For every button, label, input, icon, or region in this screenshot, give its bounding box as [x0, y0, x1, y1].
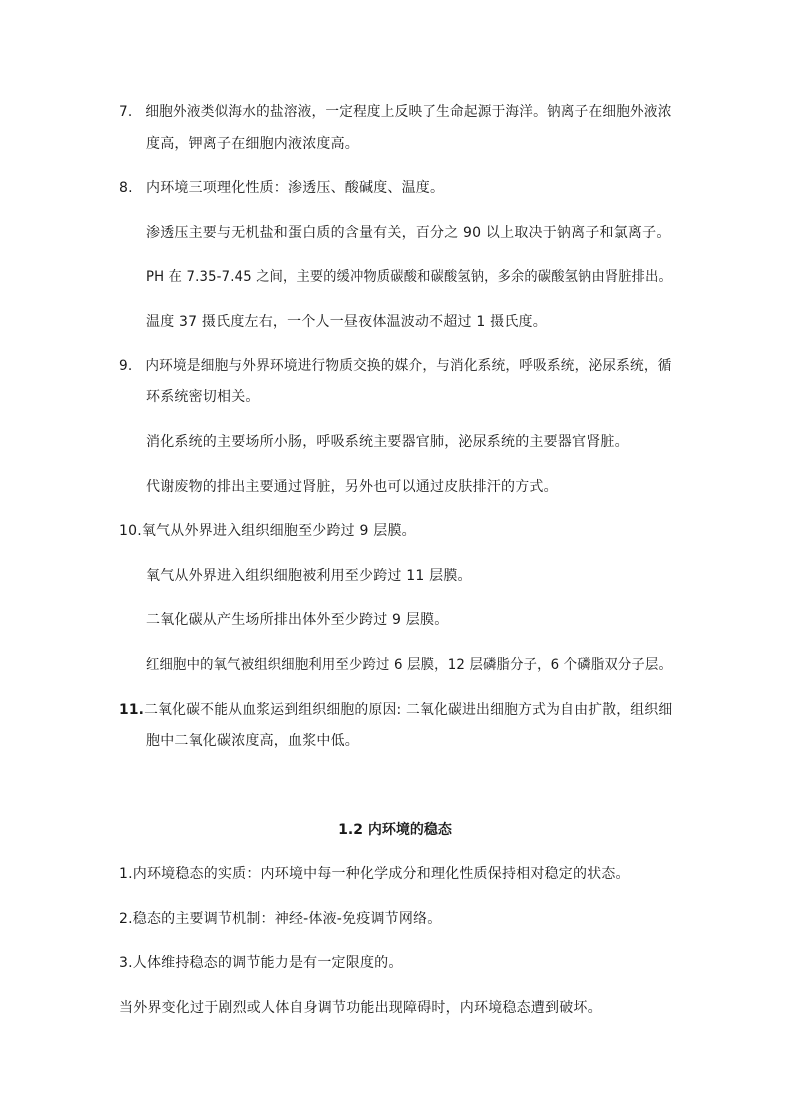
- item-9-line-2: 环系统密切相关。: [146, 389, 260, 405]
- item-8-sub-2: PH 在 7.35-7.45 之间，主要的缓冲物质碳酸和碳酸氢钠，多余的碳酸氢钠由肾脏排出。: [146, 269, 672, 285]
- item-10-sub-3: 红细胞中的氧气被组织细胞利用至少跨过 6 层膜，12 层磷脂分子，6 个磷脂双分子层。: [146, 657, 673, 673]
- item-11-text-1: 二氧化碳不能从血浆运到组织细胞的原因: 二氧化碳进出细胞方式为自由扩散，组织细: [144, 702, 673, 718]
- item-10-number: 10.: [119, 523, 142, 539]
- item-10-line-1: [119, 521, 416, 541]
- item-7-text-1: 细胞外液类似海水的盐溶液，一定程度上反映了生命起源于海洋。钠离子在细胞外液浓: [145, 104, 672, 120]
- item-9-line-1: [119, 356, 672, 376]
- item-11-line-2: 胞中二氧化碳浓度高，血浆中低。: [146, 733, 359, 749]
- section-paragraph-3: 3.人体维持稳态的调节能力是有一定限度的。: [119, 955, 403, 971]
- item-9-sub-1: 消化系统的主要场所小肠，呼吸系统主要器官肺，泌尿系统的主要器官肾脏。: [146, 434, 629, 450]
- item-9-text-1: 内环境是细胞与外界环境进行物质交换的媒介，与消化系统，呼吸系统，泌尿系统，循: [145, 358, 672, 374]
- item-11-line-1: [119, 700, 672, 720]
- section-paragraph-1: 1.内环境稳态的实质：内环境中每一种化学成分和理化性质保持相对稳定的状态。: [119, 866, 630, 882]
- section-paragraph-4: 当外界变化过于剧烈或人体自身调节功能出现障碍时，内环境稳态遭到破坏。: [119, 1000, 602, 1016]
- section-title: 1.2 内环境的稳态: [338, 822, 452, 838]
- item-8-sub-1: 渗透压主要与无机盐和蛋白质的含量有关，百分之 90 以上取决于钠离子和氯离子。: [146, 225, 671, 241]
- item-8-number: 8.: [119, 180, 133, 196]
- item-10-sub-1: 氧气从外界进入组织细胞被利用至少跨过 11 层膜。: [146, 568, 472, 584]
- item-7-line-1: [119, 102, 672, 122]
- item-8-line-1: [119, 178, 444, 198]
- item-10-sub-2: 二氧化碳从产生场所排出体外至少跨过 9 层膜。: [146, 612, 449, 628]
- item-10-text-1: 氧气从外界进入组织细胞至少跨过 9 层膜。: [141, 523, 416, 539]
- item-8-text-1: 内环境三项理化性质：渗透压、酸碱度、温度。: [146, 180, 445, 196]
- item-11-number: 11.: [119, 702, 145, 718]
- item-9-sub-2: 代谢废物的排出主要通过肾脏，另外也可以通过皮肤排汗的方式。: [146, 479, 558, 495]
- item-8-sub-3: 温度 37 摄氏度左右，一个人一昼夜体温波动不超过 1 摄氏度。: [146, 314, 547, 330]
- item-7-line-2: 度高，钾离子在细胞内液浓度高。: [146, 136, 359, 152]
- item-7-number: 7.: [119, 104, 133, 120]
- section-paragraph-2: 2.稳态的主要调节机制：神经-体液-免疫调节网络。: [119, 911, 442, 927]
- item-9-number: 9.: [119, 358, 133, 374]
